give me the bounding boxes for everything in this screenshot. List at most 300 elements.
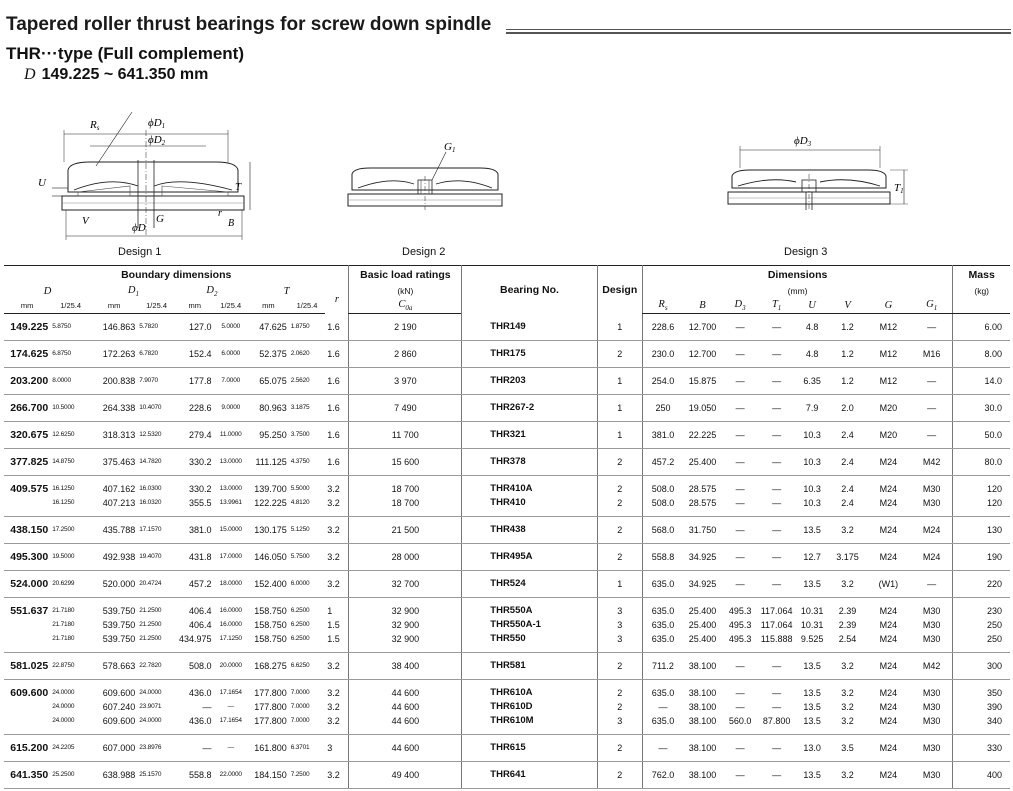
cell-d3: —: [722, 422, 759, 449]
cell-d-in: 19.5000: [50, 544, 91, 571]
cell-t1: — —: [758, 476, 795, 517]
cell-b: 38.100: [683, 762, 722, 789]
cell-d: 266.700: [4, 395, 50, 422]
cell-t: 80.963: [248, 395, 289, 422]
unit-inch: 1/25.4: [146, 301, 167, 311]
col-b-symbol: B: [699, 300, 706, 312]
cell-t-in: 1.8750: [289, 314, 326, 341]
cell-d: 377.825: [4, 449, 50, 476]
unit-inch: 1/25.4: [220, 301, 242, 311]
cell-t-in: 3.7500: [289, 422, 326, 449]
cell-r: 3.2 3.2: [325, 476, 349, 517]
table-row: [4, 735, 1010, 762]
design-header: Design: [597, 266, 642, 314]
cell-t1: — — 87.800: [758, 680, 795, 735]
cell-g: M12: [866, 341, 911, 368]
cell-g1: M30: [911, 762, 953, 789]
cell-c0a: 18 700 18 700: [349, 476, 462, 517]
cell-d2-in: 9.0000: [214, 395, 248, 422]
cell-t-in: 2.5620: [289, 368, 326, 395]
cell-t1: —: [758, 395, 795, 422]
cell-g: M12: [866, 314, 911, 341]
cell-mass: 230 250 250: [953, 598, 1010, 653]
cell-g1: —: [911, 571, 953, 598]
cell-d1-in: 16.0300 16.0320: [137, 476, 176, 517]
cell-d2-in: 15.0000: [214, 517, 248, 544]
cell-d-in: 5.8750: [50, 314, 91, 341]
table-row: [4, 341, 1010, 368]
cell-design: 1: [597, 395, 642, 422]
cell-design: 2: [597, 653, 642, 680]
cell-r: 1.6: [325, 368, 349, 395]
cell-rs: 711.2: [642, 653, 683, 680]
cell-d-in: 16.1250 16.1250: [50, 476, 91, 517]
cell-b: 25.400: [683, 449, 722, 476]
cell-mass: 6.00: [953, 314, 1010, 341]
cell-d1: 172.263: [91, 341, 137, 368]
cell-r: 3.2: [325, 653, 349, 680]
cell-rs: 568.0: [642, 517, 683, 544]
cell-b: 25.400 25.400 25.400: [683, 598, 722, 653]
cell-b: 38.100: [683, 653, 722, 680]
cell-t: 139.700 122.225: [248, 476, 289, 517]
cell-d3: —: [722, 653, 759, 680]
cell-b: 34.925: [683, 544, 722, 571]
cell-bearing: THR410A THR410: [462, 476, 597, 517]
cell-r: 1.6: [325, 395, 349, 422]
table-row: [4, 653, 1010, 680]
cell-d1-in: 21.2500 21.2500 21.2500: [137, 598, 176, 653]
cell-d1: 200.838: [91, 368, 137, 395]
cell-d2: 330.2: [176, 449, 214, 476]
design3-drawing: [720, 100, 920, 212]
cell-u: 10.3: [795, 449, 829, 476]
cell-g1: M24: [911, 517, 953, 544]
cell-d1: 146.863: [91, 314, 137, 341]
cell-t-in: 5.7500: [289, 544, 326, 571]
cell-mass: 120 120: [953, 476, 1010, 517]
dimensions-header: Dimensions: [642, 266, 953, 284]
cell-u: 13.0: [795, 735, 829, 762]
cell-g1: M42: [911, 449, 953, 476]
cell-d2-in: 17.1654 — 17.1654: [214, 680, 248, 735]
cell-rs: 762.0: [642, 762, 683, 789]
unit-inch: 1/25.4: [296, 301, 318, 311]
cell-d2: —: [176, 735, 214, 762]
cell-d3: — — 560.0: [722, 680, 759, 735]
cell-d2-in: 18.0000: [214, 571, 248, 598]
cell-v: 2.4 2.4: [829, 476, 866, 517]
cell-d2-in: 11.0000: [214, 422, 248, 449]
design1-rs-label: Rs: [90, 119, 100, 132]
cell-v: 1.2: [829, 314, 866, 341]
cell-d3: —: [722, 762, 759, 789]
cell-t: 130.175: [248, 517, 289, 544]
cell-rs: 457.2: [642, 449, 683, 476]
cell-v: 3.2: [829, 653, 866, 680]
cell-d1-in: 20.4724: [137, 571, 176, 598]
cell-c0a: 11 700: [349, 422, 462, 449]
cell-d2: 457.2: [176, 571, 214, 598]
cell-d2-in: 5.0000: [214, 314, 248, 341]
cell-g1: —: [911, 368, 953, 395]
cell-b: 38.100 38.100 38.100: [683, 680, 722, 735]
cell-d2-in: 17.0000: [214, 544, 248, 571]
cell-mass: 190: [953, 544, 1010, 571]
cell-g1: —: [911, 395, 953, 422]
cell-rs: 635.0 635.0 635.0: [642, 598, 683, 653]
cell-t1: —: [758, 517, 795, 544]
cell-g: M24: [866, 544, 911, 571]
cell-g1: M30 M30 M30: [911, 680, 953, 735]
cell-design: 2: [597, 517, 642, 544]
design2-drawing: [340, 100, 510, 212]
cell-t1: —: [758, 368, 795, 395]
cell-t-in: 6.6250: [289, 653, 326, 680]
cell-g: M24: [866, 762, 911, 789]
cell-b: 31.750: [683, 517, 722, 544]
cell-g: M20: [866, 422, 911, 449]
cell-v: 3.5: [829, 735, 866, 762]
cell-d-in: 24.2205: [50, 735, 91, 762]
cell-d-in: 20.6299: [50, 571, 91, 598]
cell-b: 34.925: [683, 571, 722, 598]
cell-rs: —: [642, 735, 683, 762]
cell-g: M24 M24 M24: [866, 680, 911, 735]
cell-r: 3.2: [325, 517, 349, 544]
cell-t-in: 7.0000 7.0000 7.0000: [289, 680, 326, 735]
cell-d2-in: —: [214, 735, 248, 762]
cell-d-in: 10.5000: [50, 395, 91, 422]
design1-d2-label: ϕD2: [148, 134, 166, 147]
cell-d-in: 12.6250: [50, 422, 91, 449]
cell-d-in: 6.8750: [50, 341, 91, 368]
cell-d1: 318.313: [91, 422, 137, 449]
title-rule: [506, 29, 1011, 34]
col-c0a-symbol: $C_{0a}$: [398, 299, 413, 313]
cell-v: 3.175: [829, 544, 866, 571]
cell-rs: 635.0 — 635.0: [642, 680, 683, 735]
col-u-symbol: U: [808, 300, 816, 312]
cell-rs: 254.0: [642, 368, 683, 395]
cell-rs: 228.6: [642, 314, 683, 341]
cell-t-in: 6.3701: [289, 735, 326, 762]
cell-mass: 330: [953, 735, 1010, 762]
cell-c0a: 32 700: [349, 571, 462, 598]
cell-d-in: 25.2500: [50, 762, 91, 789]
unit-mm: mm: [188, 301, 201, 311]
cell-d1: 578.663: [91, 653, 137, 680]
cell-t1: —: [758, 422, 795, 449]
cell-d1-in: 24.0000 23.9071 24.0000: [137, 680, 176, 735]
cell-d1: 492.938: [91, 544, 137, 571]
cell-rs: 635.0: [642, 571, 683, 598]
cell-design: 3 3 3: [597, 598, 642, 653]
cell-g1: M42: [911, 653, 953, 680]
cell-design: 2 2 3: [597, 680, 642, 735]
cell-u: 10.3 10.3: [795, 476, 829, 517]
cell-d2: 406.4 406.4 434.975: [176, 598, 214, 653]
table-row: [4, 476, 1010, 517]
cell-t-in: 5.5000 4.8120: [289, 476, 326, 517]
cell-d-in: 17.2500: [50, 517, 91, 544]
cell-bearing: THR438: [462, 517, 597, 544]
cell-t: 52.375: [248, 341, 289, 368]
cell-d: 524.000: [4, 571, 50, 598]
cell-c0a: 44 600: [349, 735, 462, 762]
cell-t-in: 4.3750: [289, 449, 326, 476]
cell-t-in: 6.0000: [289, 571, 326, 598]
cell-d3: —: [722, 735, 759, 762]
col-t1-symbol: $T_1$: [771, 299, 782, 313]
table-row: [4, 544, 1010, 571]
cell-d3: —: [722, 314, 759, 341]
cell-v: 3.2 3.2 3.2: [829, 680, 866, 735]
cell-u: 13.5: [795, 571, 829, 598]
cell-v: 3.2: [829, 571, 866, 598]
table-row: [4, 571, 1010, 598]
cell-d1-in: 17.1570: [137, 517, 176, 544]
cell-g1: M24: [911, 544, 953, 571]
cell-rs: 250: [642, 395, 683, 422]
cell-t1: —: [758, 762, 795, 789]
col-d2-symbol: $D_2$: [206, 284, 218, 298]
cell-d: 203.200: [4, 368, 50, 395]
design2-g1-label: G1: [444, 141, 456, 154]
cell-bearing: THR378: [462, 449, 597, 476]
cell-d1-in: 23.8976: [137, 735, 176, 762]
cell-t1: 117.064 117.064 115.888: [758, 598, 795, 653]
cell-u: 10.31 10.31 9.525: [795, 598, 829, 653]
cell-b: 15.875: [683, 368, 722, 395]
col-d3-symbol: $D_3$: [734, 299, 746, 313]
cell-t-in: 6.2500 6.2500 6.2500: [289, 598, 326, 653]
cell-r: 3.2 3.2 3.2: [325, 680, 349, 735]
col-r-symbol: r: [334, 293, 339, 305]
cell-r: 1.6: [325, 341, 349, 368]
cell-g1: M16: [911, 341, 953, 368]
cell-d1-in: 22.7820: [137, 653, 176, 680]
design1-svg: [30, 100, 260, 242]
cell-design: 2: [597, 735, 642, 762]
cell-d2-in: 22.0000: [214, 762, 248, 789]
cell-u: 10.3: [795, 422, 829, 449]
cell-t-in: 2.0620: [289, 341, 326, 368]
cell-d1: 435.788: [91, 517, 137, 544]
cell-design: 2 2: [597, 476, 642, 517]
cell-bearing: THR267-2: [462, 395, 597, 422]
col-rs-symbol: $R_s$: [658, 299, 668, 313]
cell-b: 19.050: [683, 395, 722, 422]
cell-t1: —: [758, 735, 795, 762]
cell-d3: —: [722, 395, 759, 422]
bearing-no-header: Bearing No.: [462, 266, 597, 314]
cell-t: 168.275: [248, 653, 289, 680]
table-row: [4, 680, 1010, 735]
cell-c0a: 21 500: [349, 517, 462, 544]
cell-design: 2: [597, 762, 642, 789]
col-t-symbol: T: [283, 285, 290, 297]
cell-u: 4.8: [795, 341, 829, 368]
cell-g: M24 M24 M24: [866, 598, 911, 653]
table-row: [4, 762, 1010, 789]
cell-r: 1.6: [325, 314, 349, 341]
cell-design: 2: [597, 544, 642, 571]
cell-mass: 130: [953, 517, 1010, 544]
cell-v: 2.39 2.39 2.54: [829, 598, 866, 653]
cell-d1: 375.463: [91, 449, 137, 476]
design1-b-label: B: [228, 218, 235, 229]
cell-t-in: 5.1250: [289, 517, 326, 544]
cell-d1-in: 10.4070: [137, 395, 176, 422]
design2-caption: Design 2: [402, 246, 446, 258]
cell-design: 1: [597, 368, 642, 395]
cell-d1-in: 12.5320: [137, 422, 176, 449]
range-symbol: D: [24, 66, 36, 83]
cell-u: 4.8: [795, 314, 829, 341]
cell-d-in: 24.0000 24.0000 24.0000: [50, 680, 91, 735]
cell-d1-in: 6.7820: [137, 341, 176, 368]
cell-d1-in: 14.7820: [137, 449, 176, 476]
design1-g-label: G: [156, 213, 164, 225]
table-header: [4, 266, 1010, 314]
cell-d-in: 14.8750: [50, 449, 91, 476]
cell-d1-in: 5.7820: [137, 314, 176, 341]
cell-b: 28.575 28.575: [683, 476, 722, 517]
cell-u: 12.7: [795, 544, 829, 571]
cell-u: 13.5: [795, 762, 829, 789]
design1-r-label: r: [218, 208, 222, 219]
cell-d2-in: 16.0000 16.0000 17.1250: [214, 598, 248, 653]
range-value: 149.225 ~ 641.350 mm: [41, 66, 209, 83]
cell-v: 3.2: [829, 517, 866, 544]
table-row: [4, 598, 1010, 653]
cell-g: (W1): [866, 571, 911, 598]
page-title: Tapered roller thrust bearings for screw down spindle: [6, 14, 492, 35]
table-body: [4, 314, 1010, 789]
cell-mass: 8.00: [953, 341, 1010, 368]
cell-v: 2.0: [829, 395, 866, 422]
page-subtitle: THR···type (Full complement): [6, 44, 244, 63]
cell-design: 1: [597, 314, 642, 341]
cell-r: 3.2: [325, 762, 349, 789]
cell-u: 13.5 13.5 13.5: [795, 680, 829, 735]
cell-d2: 431.8: [176, 544, 214, 571]
cell-bearing: THR495A: [462, 544, 597, 571]
cell-t: 152.400: [248, 571, 289, 598]
cell-g1: M30 M30: [911, 476, 953, 517]
cell-d2-in: 20.0000: [214, 653, 248, 680]
cell-bearing: THR321: [462, 422, 597, 449]
cell-d2: 228.6: [176, 395, 214, 422]
cell-d3: —: [722, 544, 759, 571]
cell-r: 1 1.5 1.5: [325, 598, 349, 653]
cell-bearing: THR581: [462, 653, 597, 680]
load-ratings-header: Basic load ratings: [349, 266, 462, 284]
cell-bearing: THR615: [462, 735, 597, 762]
cell-v: 2.4: [829, 422, 866, 449]
cell-design: 2: [597, 341, 642, 368]
cell-u: 6.35: [795, 368, 829, 395]
cell-g1: M30 M30 M30: [911, 598, 953, 653]
cell-d3: —: [722, 368, 759, 395]
cell-d1: 609.600 607.240 609.600: [91, 680, 137, 735]
cell-c0a: 49 400: [349, 762, 462, 789]
cell-bearing: THR203: [462, 368, 597, 395]
design2-svg: [340, 100, 510, 212]
cell-d1-in: 7.9070: [137, 368, 176, 395]
cell-d3: —: [722, 449, 759, 476]
cell-d: 551.637: [4, 598, 50, 653]
col-g-symbol: G: [884, 300, 893, 312]
design1-d-label: ϕD: [132, 222, 146, 234]
cell-design: 2: [597, 449, 642, 476]
cell-t: 65.075: [248, 368, 289, 395]
cell-g: M24: [866, 517, 911, 544]
cell-d: 615.200: [4, 735, 50, 762]
cell-d-in: 22.8750: [50, 653, 91, 680]
cell-design: 1: [597, 422, 642, 449]
cell-u: 13.5: [795, 653, 829, 680]
design3-caption: Design 3: [784, 246, 828, 258]
table-row: [4, 422, 1010, 449]
cell-d1-in: 25.1570: [137, 762, 176, 789]
cell-mass: 14.0: [953, 368, 1010, 395]
cell-c0a: 7 490: [349, 395, 462, 422]
cell-d: 581.025: [4, 653, 50, 680]
cell-r: 1.6: [325, 422, 349, 449]
cell-t1: —: [758, 314, 795, 341]
cell-d: 320.675: [4, 422, 50, 449]
cell-d1-in: 19.4070: [137, 544, 176, 571]
design1-v-label: V: [82, 215, 89, 227]
cell-d2-in: 7.0000: [214, 368, 248, 395]
cell-c0a: 2 190: [349, 314, 462, 341]
cell-mass: 300: [953, 653, 1010, 680]
cell-g: M24: [866, 735, 911, 762]
cell-bearing: THR524: [462, 571, 597, 598]
cell-d2-in: 13.0000 13.9961: [214, 476, 248, 517]
cell-d3: —: [722, 517, 759, 544]
cell-d-in: 8.0000: [50, 368, 91, 395]
cell-t: 146.050: [248, 544, 289, 571]
mass-header: Mass: [953, 266, 1010, 284]
col-g1-symbol: $G_1$: [926, 299, 938, 313]
cell-d-in: 21.7180 21.7180 21.7180: [50, 598, 91, 653]
cell-d: 438.150: [4, 517, 50, 544]
col-v-symbol: V: [844, 300, 851, 312]
cell-g1: M30: [911, 735, 953, 762]
cell-d1: 407.162 407.213: [91, 476, 137, 517]
cell-rs: 381.0: [642, 422, 683, 449]
cell-d1: 638.988: [91, 762, 137, 789]
cell-t-in: 3.1875: [289, 395, 326, 422]
diameter-range: [24, 66, 208, 84]
cell-d3: 495.3 495.3 495.3: [722, 598, 759, 653]
cell-c0a: 32 900 32 900 32 900: [349, 598, 462, 653]
cell-bearing: THR610A THR610D THR610M: [462, 680, 597, 735]
cell-rs: 508.0 508.0: [642, 476, 683, 517]
cell-v: 3.2: [829, 762, 866, 789]
cell-b: 38.100: [683, 735, 722, 762]
cell-v: 1.2: [829, 341, 866, 368]
cell-bearing: THR641: [462, 762, 597, 789]
cell-c0a: 2 860: [349, 341, 462, 368]
cell-g: M24 M24: [866, 476, 911, 517]
cell-d2: 279.4: [176, 422, 214, 449]
cell-d2: 381.0: [176, 517, 214, 544]
cell-t: 111.125: [248, 449, 289, 476]
